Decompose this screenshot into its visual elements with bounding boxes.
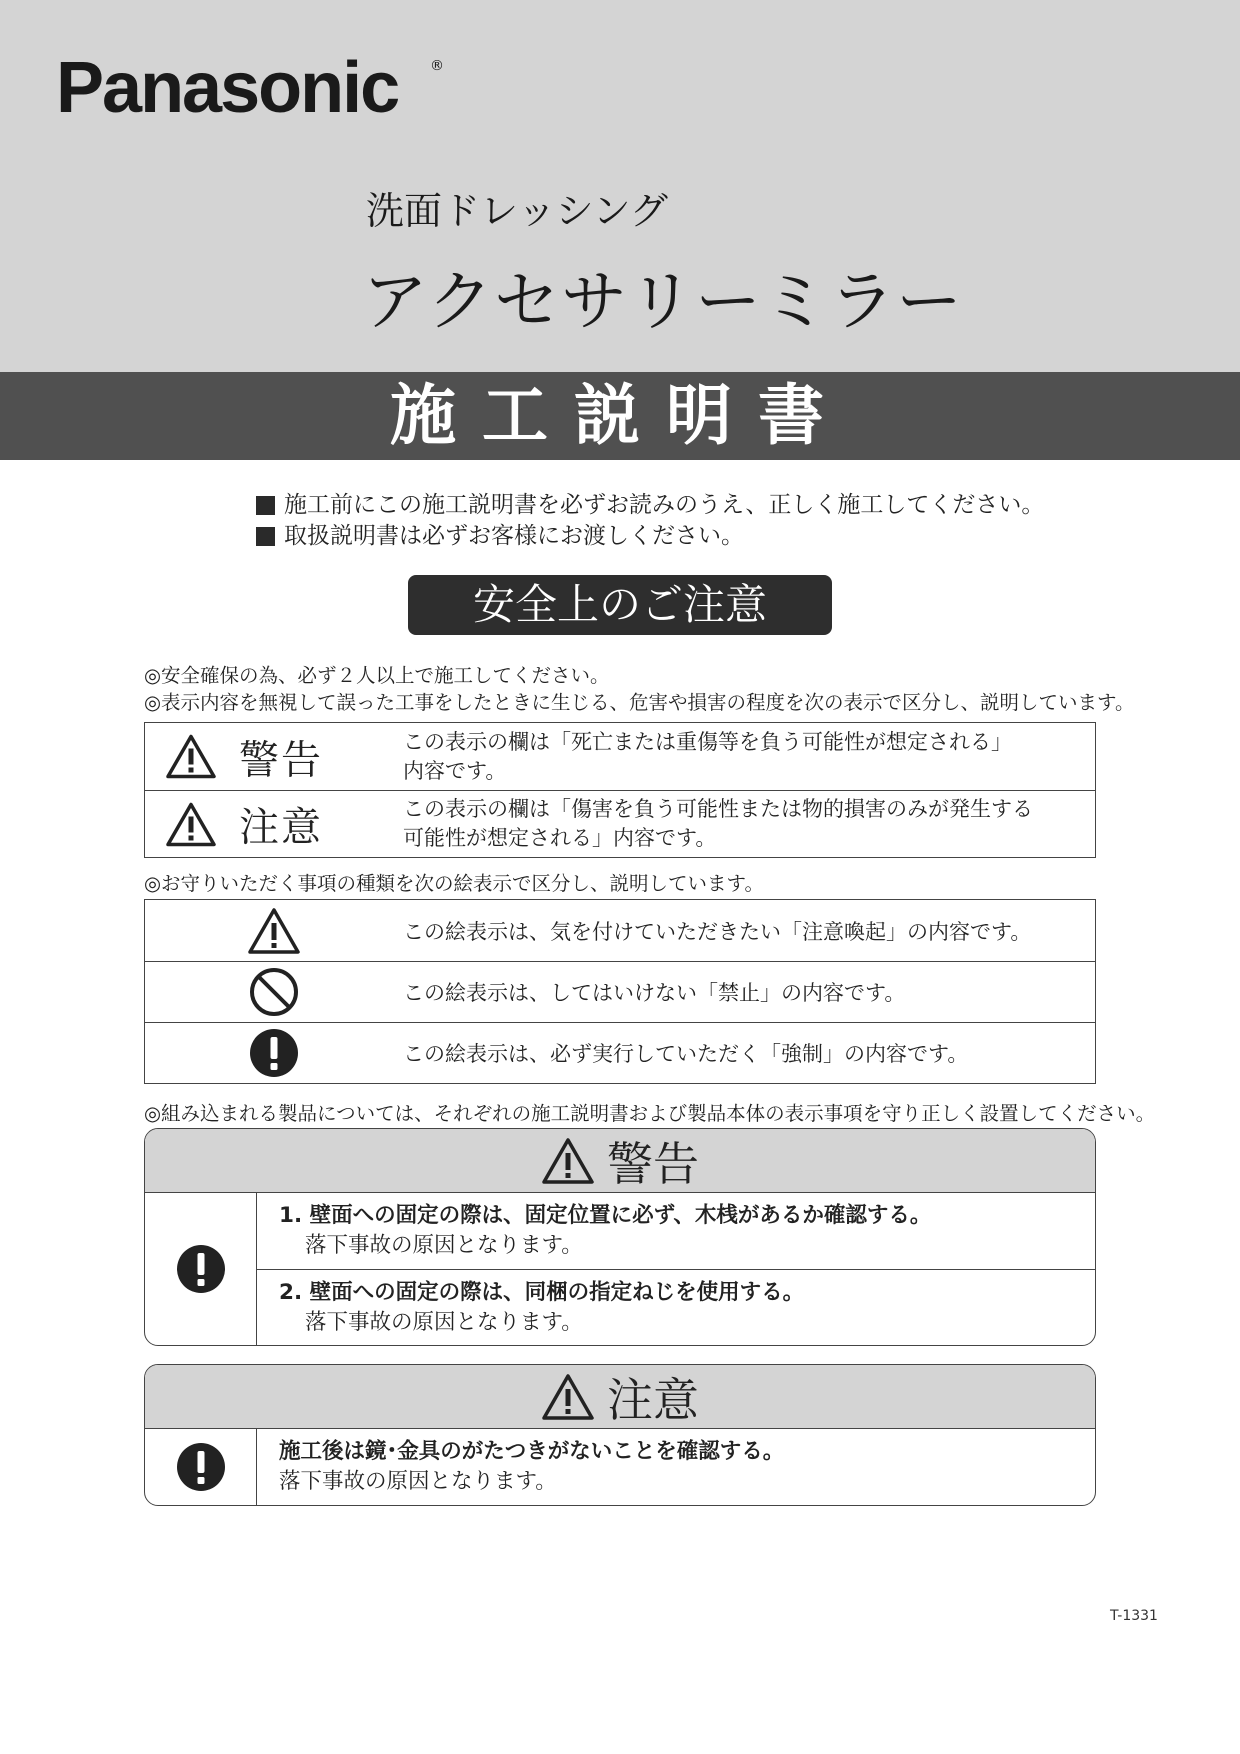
level-description — [403, 728, 1012, 786]
symbol-row — [145, 1022, 1095, 1083]
warning-item-title: 1. 壁面への固定の際は、固定位置に必ず、木桟があるか確認する。 — [279, 1203, 932, 1228]
caution-panel-header — [145, 1365, 1095, 1429]
warning-panel-header — [145, 1129, 1095, 1193]
level-word: 警告 — [239, 737, 323, 783]
warning-triangle-icon — [165, 734, 217, 780]
caution-triangle-icon — [165, 801, 217, 847]
intro-text: 施工前にこの施工説明書を必ずお読みのうえ、正しく施工してください。 — [284, 492, 1045, 518]
symbol-description: この絵表示は、してはいけない「禁止」の内容です。 — [403, 981, 906, 1005]
warning-item-title: 2. 壁面への固定の際は、同梱の指定ねじを使用する。 — [279, 1279, 805, 1305]
document-title: 施工説明書 — [390, 377, 850, 454]
intro-text: 取扱説明書は必ずお客様にお渡しください。 — [284, 523, 744, 549]
symbol-legend-table — [144, 899, 1096, 1084]
header-band — [0, 0, 1240, 372]
mandatory-action-icon — [248, 1027, 300, 1079]
warning-item — [257, 1269, 1095, 1345]
document-code: T-1331 — [1110, 1608, 1158, 1624]
bullet-square-icon — [256, 496, 275, 515]
symbol-description: この絵表示は、必ず実行していただく「強制」の内容です。 — [403, 1042, 969, 1066]
warning-item — [257, 1193, 1095, 1269]
caution-panel — [144, 1364, 1096, 1506]
intro-item — [256, 490, 1044, 521]
warning-panel-body — [145, 1193, 1095, 1345]
note-levels-intro: ◎表示内容を無視して誤った工事をしたときに生じる、危害や損害の程度を次の表示で区分し、説明しています。 — [144, 691, 1135, 714]
brand-logo: Panasonic — [56, 48, 399, 128]
note-symbols-intro: ◎お守りいただく事項の種類を次の絵表示で区分し、説明しています。 — [144, 872, 764, 895]
level-description — [403, 795, 1033, 853]
mandatory-action-icon — [175, 1441, 227, 1493]
warning-panel-title: 警告 — [607, 1136, 699, 1191]
product-series: 洗面ドレッシング — [366, 189, 668, 233]
intro-item — [256, 521, 1044, 552]
caution-item — [257, 1429, 1095, 1505]
note-products-intro: ◎組み込まれる製品については、それぞれの施工説明書および製品本体の表示事項を守り正しく設置してください。 — [144, 1102, 1156, 1125]
caution-triangle-icon — [247, 907, 301, 955]
warning-triangle-icon — [541, 1137, 595, 1185]
caution-item-description: 落下事故の原因となります。 — [279, 1469, 557, 1494]
product-name: アクセサリーミラー — [362, 263, 964, 340]
level-description-line: この表示の欄は「死亡または重傷等を負う可能性が想定される」 — [403, 729, 1012, 754]
registered-mark: ® — [430, 58, 444, 74]
caution-panel-title: 注意 — [607, 1372, 699, 1427]
mandatory-action-icon — [175, 1243, 227, 1295]
title-band — [0, 372, 1240, 460]
caution-panel-body — [145, 1429, 1095, 1505]
bullet-square-icon — [256, 527, 275, 546]
level-description-line: この表示の欄は「傷害を負う可能性または物的損害のみが発生する — [403, 797, 1033, 821]
note-two-people: ◎安全確保の為、必ず２人以上で施工してください。 — [144, 664, 610, 687]
warning-item-description: 落下事故の原因となります。 — [305, 1309, 583, 1335]
level-row-caution — [145, 790, 1095, 857]
symbol-description: この絵表示は、気を付けていただきたい「注意喚起」の内容です。 — [403, 919, 1032, 944]
symbol-row — [145, 961, 1095, 1022]
caution-item-title: 施工後は鏡･金具のがたつきがないことを確認する。 — [279, 1439, 785, 1464]
warning-panel — [144, 1128, 1096, 1346]
caution-triangle-icon — [541, 1373, 595, 1421]
prohibition-icon — [248, 966, 300, 1018]
level-row-warning — [145, 723, 1095, 790]
level-description-line: 可能性が想定される」内容です。 — [403, 826, 717, 850]
warning-item-description: 落下事故の原因となります。 — [305, 1233, 583, 1258]
safety-heading: 安全上のご注意 — [408, 575, 832, 635]
level-description-line: 内容です。 — [403, 758, 507, 783]
level-word: 注意 — [239, 804, 323, 851]
hazard-level-table — [144, 722, 1096, 858]
symbol-row — [145, 900, 1095, 961]
intro-notes — [256, 490, 1044, 552]
